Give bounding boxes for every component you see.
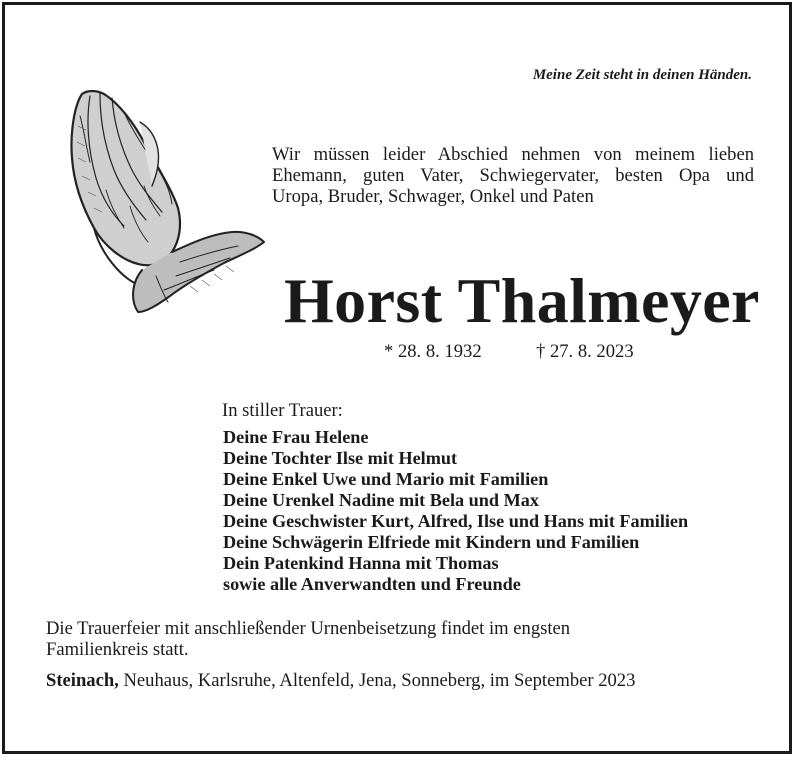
place-main: Steinach, — [46, 670, 119, 691]
mourning-label: In stiller Trauer: — [222, 400, 343, 421]
death-date: † 27. 8. 2023 — [536, 341, 634, 362]
mourner-line: sowie alle Anverwandten und Freunde — [223, 574, 521, 594]
motto: Meine Zeit steht in deinen Händen. — [532, 67, 752, 83]
ceremony-note — [46, 618, 570, 660]
mourner-line: Deine Urenkel Nadine mit Bela und Max — [223, 490, 539, 510]
mourners-list — [223, 427, 688, 595]
mourner-line: Dein Patenkind Hanna mit Thomas — [223, 553, 499, 573]
birth-date: * 28. 8. 1932 — [384, 341, 482, 362]
mourner-line: Deine Geschwister Kurt, Alfred, Ilse und Hans mit Familien — [223, 511, 689, 531]
mourner-line: Deine Enkel Uwe und Mario mit Familien — [223, 469, 549, 489]
place-rest: Neuhaus, Karlsruhe, Altenfeld, Jena, Sonneberg, im September 2023 — [118, 670, 636, 691]
mourner-line: Deine Schwägerin Elfriede mit Kindern und Familien — [223, 532, 640, 552]
intro-line: Ehemann, guten Vater, Schwiegervater, besten Opa und — [272, 165, 754, 186]
praying-hands-icon — [60, 86, 270, 322]
place-and-date — [46, 670, 635, 692]
intro-text — [272, 144, 754, 207]
mourner-line: Deine Frau Helene — [223, 427, 369, 447]
deceased-name: Horst Thalmeyer — [284, 265, 760, 336]
ceremony-line: Die Trauerfeier mit anschließender Urnenbeisetzung findet im engsten — [46, 618, 571, 639]
intro-line: Wir müssen leider Abschied nehmen von meinem lieben — [272, 144, 754, 165]
mourner-line: Deine Tochter Ilse mit Helmut — [223, 448, 458, 468]
intro-line: Uropa, Bruder, Schwager, Onkel und Paten — [272, 186, 594, 207]
ceremony-line: Familienkreis statt. — [46, 639, 189, 660]
